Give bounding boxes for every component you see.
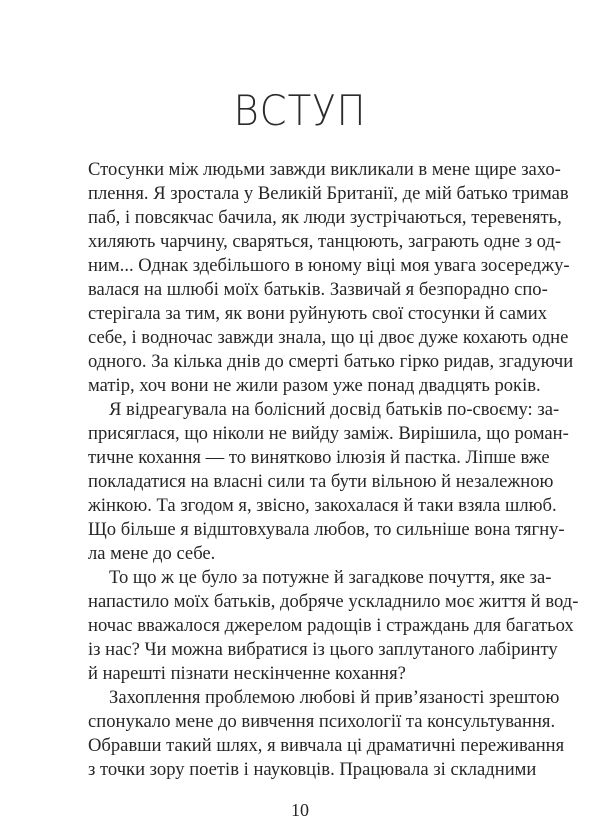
text-line: То що ж це було за потужне й загадкове почуття, яке за- — [109, 567, 552, 588]
text-line: ним... Однак здебільшого в юному віці моя увага зосереджу- — [88, 255, 570, 276]
paragraph — [88, 398, 569, 566]
text-line: з точки зору поетів і науковців. Працювала зі складними — [88, 759, 537, 780]
text-line: Захоплення проблемою любові й прив’язаності зрештою — [109, 687, 560, 708]
text-line: себе, і водночас завжди знала, що ці двоє дуже кохають одне — [88, 327, 569, 348]
text-line: жінкою. Та згодом я, звісно, закохалася й таки взяла шлюб. — [88, 495, 557, 516]
text-line: паб, і повсякчас бачила, як люди зустрічаються, теревенять, — [88, 207, 562, 228]
text-line: Що більше я відштовхувала любов, то сильніше вона тягну- — [88, 519, 565, 540]
text-line: із нас? Чи можна вибратися із цього заплутаного лабіринту — [88, 639, 558, 660]
text-line: Я відреагувала на болісний досвід батьків по-своєму: за- — [109, 399, 560, 420]
text-line: ла мене до себе. — [88, 543, 216, 564]
text-line: плення. Я зростала у Великій Британії, де мій батько тримав — [88, 183, 569, 204]
text-line: й нарешті пізнати нескінченне кохання? — [88, 663, 406, 684]
page-number: 10 — [291, 800, 309, 820]
text-line: Обравши такий шлях, я вивчала ці драматичні переживання — [88, 735, 565, 756]
text-line: валася на шлюбі моїх батьків. Зазвичай я безпорадно спо- — [88, 279, 548, 300]
text-line: одного. За кілька днів до смерті батько гірко ридав, згадуючи — [88, 351, 574, 372]
text-line: хиляють чарчину, сваряться, танцюють, заграють одне з од- — [88, 231, 562, 252]
text-line: покладатися на власні сили та бути вільною й незалежною — [88, 471, 554, 492]
text-line: тичне кохання — то винятково ілюзія й пастка. Ліпше вже — [88, 447, 550, 468]
text-line: стерігала за тим, як вони руйнують свої стосунки й самих — [88, 303, 548, 324]
paragraph — [88, 566, 579, 686]
text-line: спонукало мене до вивчення психології та консультування. — [88, 711, 556, 732]
text-line: ночас вважалося джерелом радощів і страждань для багатьох — [88, 615, 574, 636]
text-line: матір, хоч вони не жили разом уже понад двадцять років. — [88, 375, 541, 396]
text-line: присяглася, що ніколи не вийду заміж. Вирішила, що роман- — [88, 423, 569, 444]
paragraph — [88, 158, 574, 398]
chapter-body — [88, 158, 579, 782]
text-line: напастило моїх батьків, добряче ускладнило моє життя й вод- — [88, 591, 579, 612]
text-line: Стосунки між людьми завжди викликали в мене щире захо- — [88, 159, 561, 180]
chapter-title: ВСТУП — [233, 86, 367, 135]
paragraph — [88, 686, 565, 782]
